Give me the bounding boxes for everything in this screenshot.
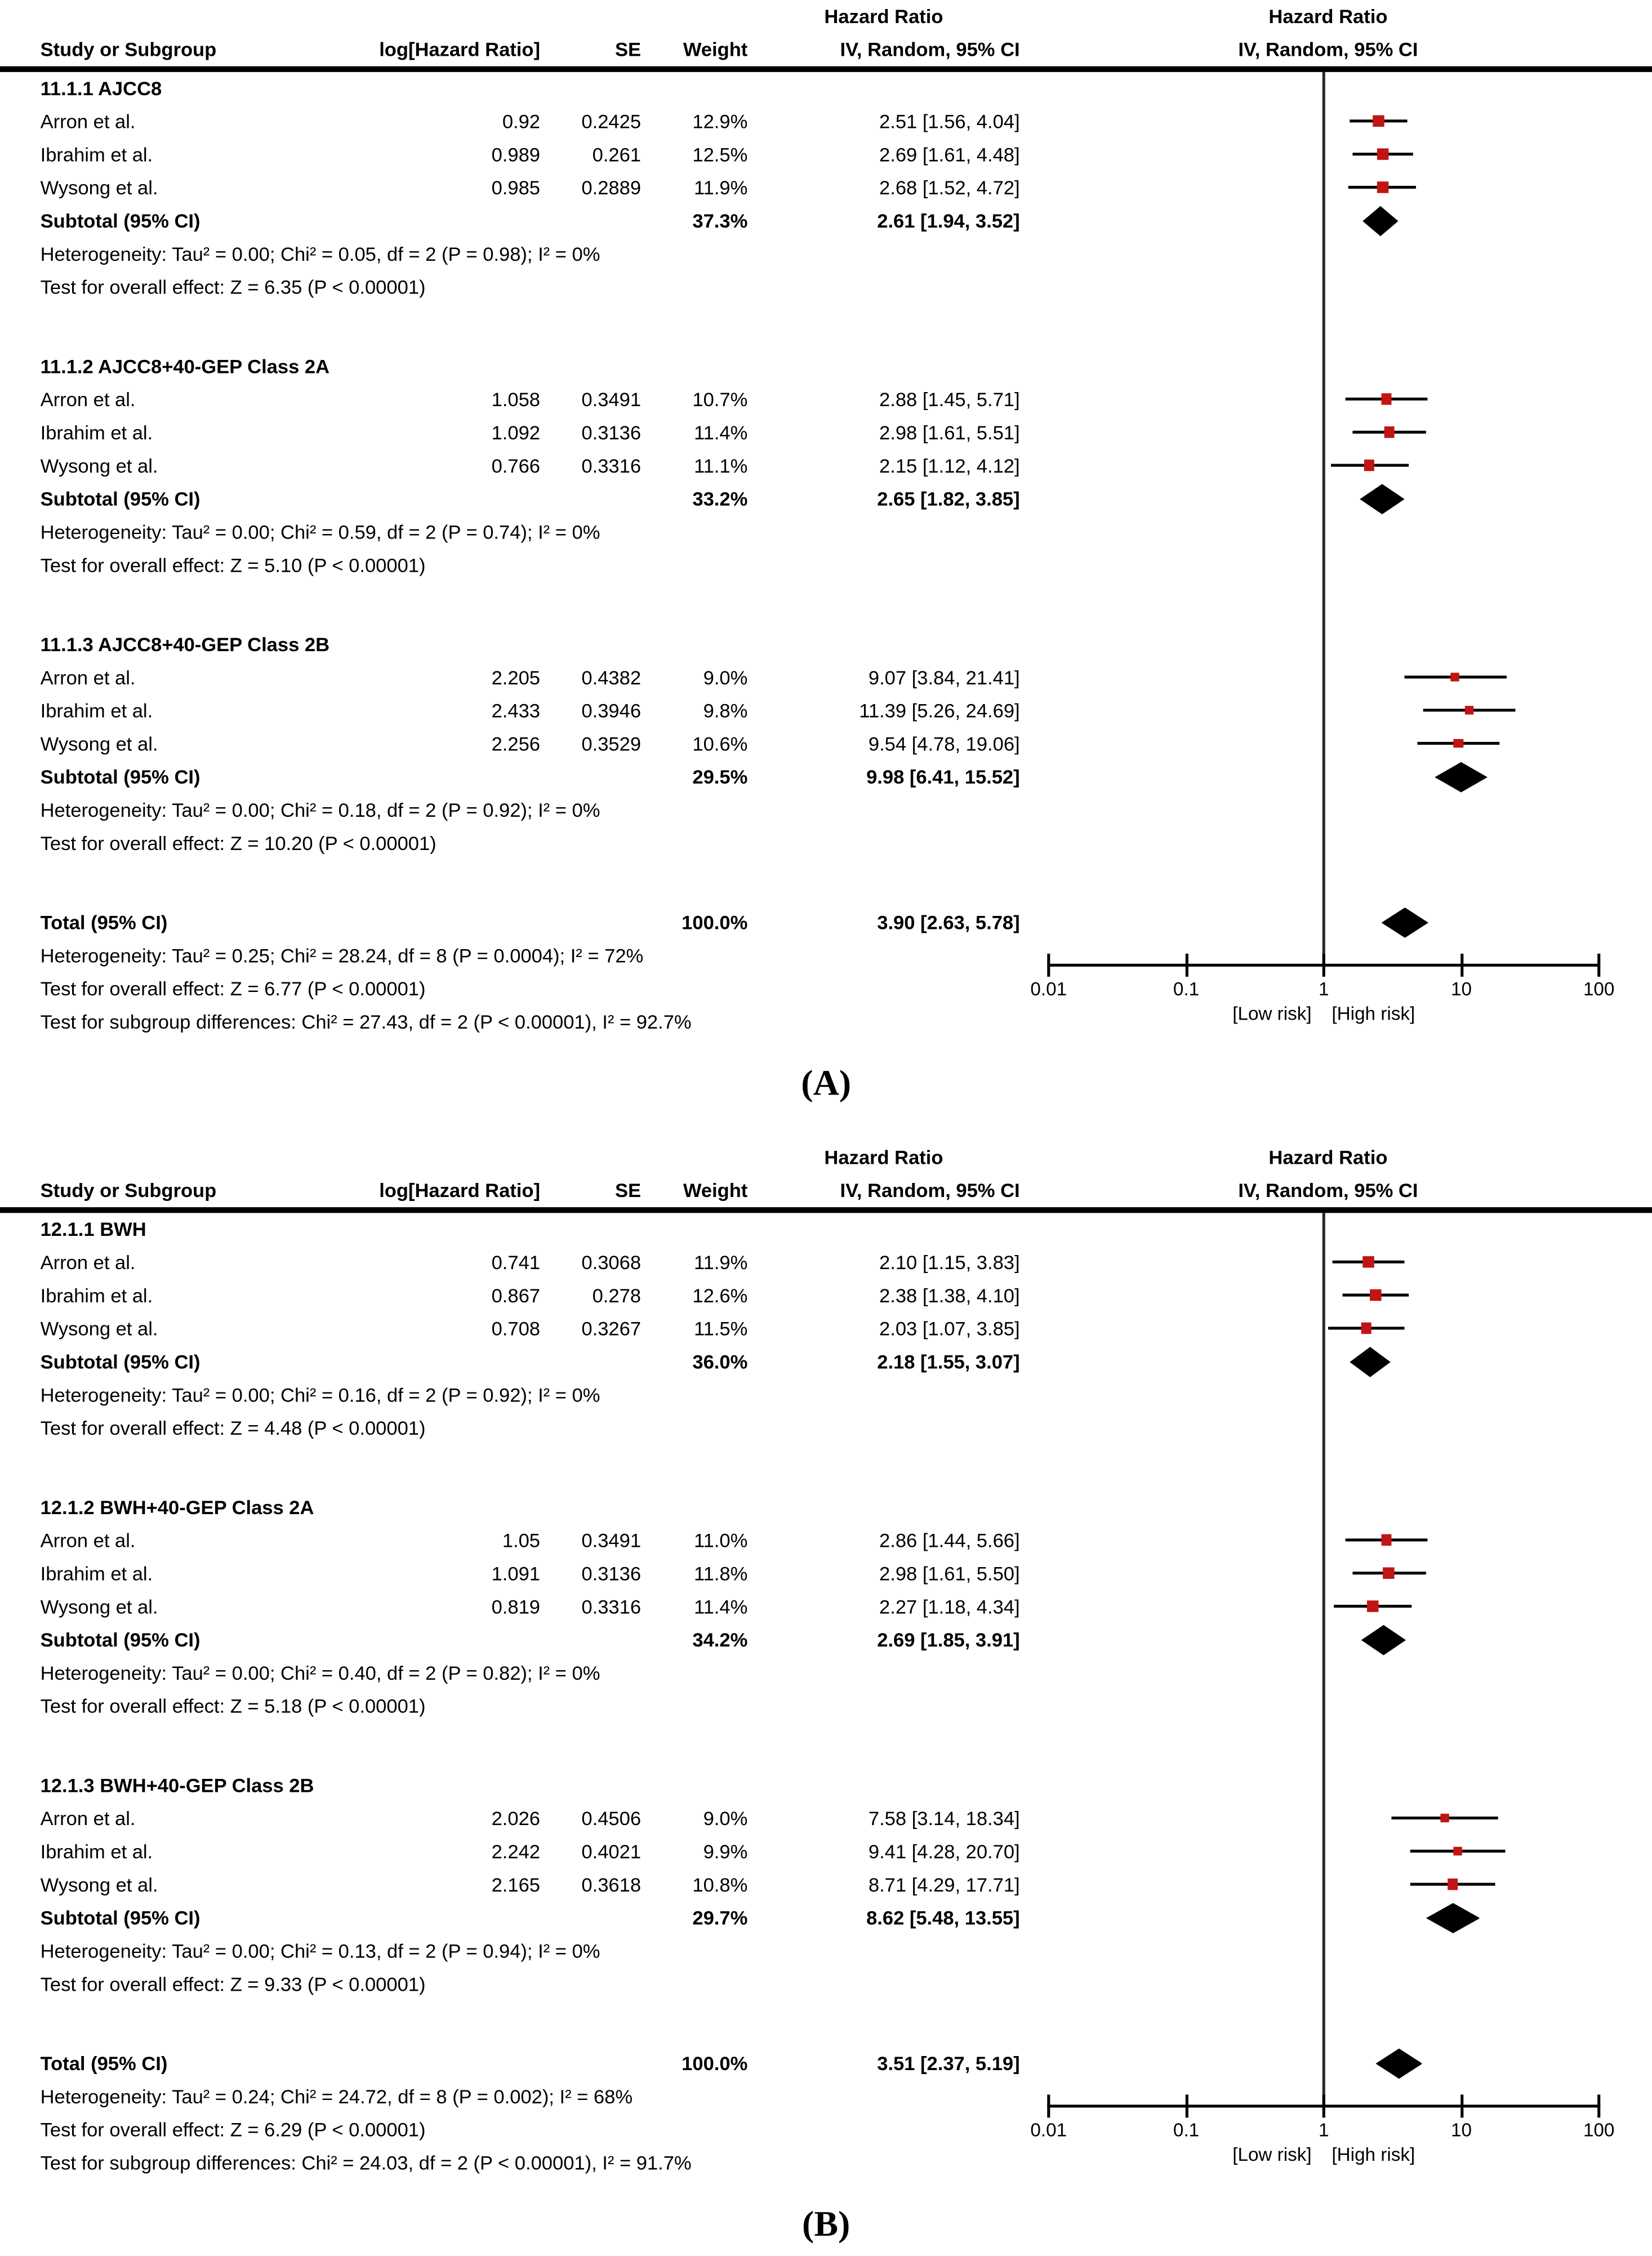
effect-square-marker xyxy=(1382,394,1392,404)
panel-caption: (A) xyxy=(801,1064,852,1103)
total-overall-effect-note: Test for overall effect: Z = 6.29 (P < 0.00001) xyxy=(40,2118,426,2141)
high-risk-label: [High risk] xyxy=(1332,2143,1415,2165)
subtotal-ci: 8.62 [5.48, 13.55] xyxy=(866,1906,1020,1929)
subtotal-se xyxy=(540,204,641,237)
study-loghr: 0.92 xyxy=(502,110,541,132)
subtotal-se xyxy=(540,482,641,515)
study-plot xyxy=(1023,1590,1633,1623)
subtotal-row xyxy=(0,1901,1652,1934)
study-study: Arron et al. xyxy=(40,1529,136,1551)
total-heterogeneity-note: Heterogeneity: Tau² = 0.24; Chi² = 24.72, df = 8 (P = 0.002); I² = 68% xyxy=(40,2085,633,2107)
subtotal-weight: 29.7% xyxy=(692,1906,748,1929)
total-overall-effect-note: Test for overall effect: Z = 6.77 (P < 0.00001) xyxy=(40,977,426,999)
total-weight: 100.0% xyxy=(682,911,748,933)
x-axis-tick xyxy=(1460,2094,1463,2117)
block-gap xyxy=(0,303,1652,349)
study-loghr: 2.205 xyxy=(491,666,541,688)
study-se: 0.3618 xyxy=(581,1873,642,1895)
study-ci: 9.41 [4.28, 20.70] xyxy=(868,1840,1020,1862)
x-axis-tick-label: 100 xyxy=(1583,2119,1615,2141)
study-loghr: 0.989 xyxy=(491,143,541,165)
x-axis-tick-label: 10 xyxy=(1450,978,1472,1000)
study-ci: 2.10 [1.15, 3.83] xyxy=(879,1251,1020,1273)
total-plot xyxy=(1023,905,1633,938)
total-loghr xyxy=(302,2046,540,2080)
study-study: Ibrahim et al. xyxy=(40,421,153,443)
x-axis-tick xyxy=(1047,954,1050,976)
x-axis-tick-label: 100 xyxy=(1583,978,1615,1000)
total-study: Total (95% CI) xyxy=(40,911,168,933)
header2-ci: IV, Random, 95% CI xyxy=(840,1180,1020,1202)
study-weight: 11.0% xyxy=(693,1529,748,1551)
effect-square-marker xyxy=(1453,1846,1463,1856)
subtotal-row xyxy=(0,1623,1652,1656)
subtotal-study: Subtotal (95% CI) xyxy=(40,766,201,787)
study-ci: 11.39 [5.26, 24.69] xyxy=(859,699,1020,721)
study-study: Wysong et al. xyxy=(40,1317,158,1340)
study-study: Arron et al. xyxy=(40,388,136,410)
study-ci: 7.58 [3.14, 18.34] xyxy=(868,1807,1020,1829)
total-se xyxy=(540,905,641,938)
study-row xyxy=(0,1801,1652,1835)
study-se: 0.3068 xyxy=(581,1251,642,1273)
subtotal-plot xyxy=(1023,1623,1633,1656)
effect-square-marker xyxy=(1377,181,1388,193)
subtotal-weight: 37.3% xyxy=(692,210,748,232)
effect-square-marker xyxy=(1451,673,1460,681)
study-study: Arron et al. xyxy=(40,1807,136,1829)
heterogeneity-note: Heterogeneity: Tau² = 0.00; Chi² = 0.05, df = 2 (P = 0.98); I² = 0% xyxy=(40,242,600,265)
study-se: 0.3316 xyxy=(581,454,642,477)
subgroup-title: 12.1.1 BWH xyxy=(40,1218,146,1240)
subtotal-loghr xyxy=(302,204,540,237)
header-rule xyxy=(0,1207,1652,1212)
subtotal-row xyxy=(0,760,1652,793)
header2-plot: IV, Random, 95% CI xyxy=(1238,1180,1418,1202)
study-study: Ibrahim et al. xyxy=(40,1284,153,1306)
study-loghr: 0.766 xyxy=(491,454,541,477)
x-axis-tick xyxy=(1597,954,1600,976)
subtotal-row xyxy=(0,204,1652,237)
study-loghr: 0.867 xyxy=(491,1284,541,1306)
study-ci: 9.07 [3.84, 21.41] xyxy=(868,666,1020,688)
effect-square-marker xyxy=(1361,1323,1372,1333)
subtotal-row xyxy=(0,1345,1652,1378)
plot-header-row-1 xyxy=(0,1141,1652,1174)
study-weight: 12.5% xyxy=(692,143,748,165)
study-se: 0.3267 xyxy=(581,1317,642,1340)
low-risk-label: [Low risk] xyxy=(1232,2143,1312,2165)
heterogeneity-note: Heterogeneity: Tau² = 0.00; Chi² = 0.40, df = 2 (P = 0.82); I² = 0% xyxy=(40,1661,600,1684)
subgroup-title: 11.1.1 AJCC8 xyxy=(40,77,162,99)
study-weight: 10.6% xyxy=(692,732,748,754)
x-axis-tick xyxy=(1047,2094,1050,2117)
subtotal-se xyxy=(540,1901,641,1934)
subtotal-ci: 2.65 [1.82, 3.85] xyxy=(877,487,1020,510)
header1-study xyxy=(0,1141,302,1174)
effect-square-marker xyxy=(1448,1879,1458,1889)
study-loghr: 1.092 xyxy=(491,421,541,443)
overall-effect-note: Test for overall effect: Z = 10.20 (P < 0.00001) xyxy=(40,831,437,854)
study-plot xyxy=(1023,1279,1633,1312)
x-axis-tick xyxy=(1323,954,1325,976)
study-se: 0.3491 xyxy=(581,1529,642,1551)
overall-effect-note: Test for overall effect: Z = 5.18 (P < 0.00001) xyxy=(40,1694,426,1717)
study-ci: 2.38 [1.38, 4.10] xyxy=(879,1284,1020,1306)
subtotal-plot xyxy=(1023,1345,1633,1378)
pooled-diamond-marker xyxy=(1382,907,1429,937)
total-row xyxy=(0,2046,1652,2080)
axis-direction-labels xyxy=(1049,1003,1599,1026)
study-row xyxy=(0,727,1652,760)
study-plot xyxy=(1023,1868,1633,1901)
study-row xyxy=(0,1312,1652,1345)
subtotal-plot xyxy=(1023,204,1633,237)
x-axis-tick xyxy=(1597,2094,1600,2117)
block-gap xyxy=(0,1444,1652,1490)
effect-square-marker xyxy=(1440,1814,1449,1822)
overall-effect-note: Test for overall effect: Z = 4.48 (P < 0.00001) xyxy=(40,1417,426,1439)
study-row xyxy=(0,1279,1652,1312)
x-axis-tick xyxy=(1323,2094,1325,2117)
total-loghr xyxy=(302,905,540,938)
study-loghr: 1.091 xyxy=(491,1562,541,1584)
study-ci: 2.15 [1.12, 4.12] xyxy=(879,454,1020,477)
header1-weight xyxy=(641,0,747,33)
study-row xyxy=(0,693,1652,727)
total-study: Total (95% CI) xyxy=(40,2052,168,2074)
subtotal-weight: 36.0% xyxy=(692,1350,748,1372)
study-ci: 2.03 [1.07, 3.85] xyxy=(879,1317,1020,1340)
header2-loghr: log[Hazard Ratio] xyxy=(379,1180,541,1202)
subtotal-loghr xyxy=(302,1623,540,1656)
study-plot xyxy=(1023,661,1633,694)
study-se: 0.261 xyxy=(592,143,642,165)
block-gap xyxy=(0,2000,1652,2046)
subtotal-weight: 29.5% xyxy=(692,766,748,787)
study-weight: 11.4% xyxy=(693,421,748,443)
study-plot xyxy=(1023,171,1633,204)
study-loghr: 0.708 xyxy=(491,1317,541,1340)
study-weight: 9.0% xyxy=(703,666,748,688)
header1-ci: Hazard Ratio xyxy=(824,6,943,28)
subtotal-ci: 2.18 [1.55, 3.07] xyxy=(877,1350,1020,1372)
study-weight: 10.8% xyxy=(692,1873,748,1895)
effect-square-marker xyxy=(1362,1256,1374,1267)
heterogeneity-note: Heterogeneity: Tau² = 0.00; Chi² = 0.13, df = 2 (P = 0.94); I² = 0% xyxy=(40,1939,600,1961)
subtotal-loghr xyxy=(302,1345,540,1378)
subtotal-plot xyxy=(1023,760,1633,793)
subtotal-loghr xyxy=(302,760,540,793)
overall-effect-note: Test for overall effect: Z = 9.33 (P < 0.00001) xyxy=(40,1973,426,1995)
study-ci: 2.51 [1.56, 4.04] xyxy=(879,110,1020,132)
study-loghr: 1.058 xyxy=(491,388,541,410)
header1-loghr xyxy=(302,0,540,33)
study-ci: 2.98 [1.61, 5.51] xyxy=(879,421,1020,443)
study-study: Wysong et al. xyxy=(40,176,158,198)
study-weight: 10.7% xyxy=(692,388,748,410)
header2-se: SE xyxy=(615,39,642,61)
pooled-diamond-marker xyxy=(1350,1346,1391,1377)
study-weight: 12.9% xyxy=(692,110,748,132)
study-row xyxy=(0,1245,1652,1279)
overall-effect-note: Test for overall effect: Z = 6.35 (P < 0.00001) xyxy=(40,275,426,298)
subtotal-weight: 33.2% xyxy=(692,487,748,510)
study-weight: 11.1% xyxy=(693,454,748,477)
pooled-diamond-marker xyxy=(1426,1902,1480,1933)
study-weight: 11.4% xyxy=(693,1595,748,1617)
subtotal-ci: 2.61 [1.94, 3.52] xyxy=(877,210,1020,232)
total-heterogeneity-note: Heterogeneity: Tau² = 0.25; Chi² = 28.24, df = 8 (P = 0.0004); I² = 72% xyxy=(40,944,644,966)
header2-ci: IV, Random, 95% CI xyxy=(840,39,1020,61)
study-ci: 2.69 [1.61, 4.48] xyxy=(879,143,1020,165)
study-ci: 2.98 [1.61, 5.50] xyxy=(879,1562,1020,1584)
study-ci: 8.71 [4.29, 17.71] xyxy=(868,1873,1020,1895)
pooled-diamond-marker xyxy=(1360,1624,1405,1654)
effect-square-marker xyxy=(1454,738,1464,749)
study-loghr: 0.741 xyxy=(491,1251,541,1273)
study-ci: 2.68 [1.52, 4.72] xyxy=(879,176,1020,198)
study-row xyxy=(0,1868,1652,1901)
study-weight: 9.9% xyxy=(703,1840,748,1862)
plot-header-row-2 xyxy=(0,1174,1652,1207)
study-plot xyxy=(1023,137,1633,171)
study-loghr: 1.05 xyxy=(502,1529,541,1551)
heterogeneity-note: Heterogeneity: Tau² = 0.00; Chi² = 0.18, df = 2 (P = 0.92); I² = 0% xyxy=(40,799,600,821)
subtotal-study: Subtotal (95% CI) xyxy=(40,1628,201,1650)
block-gap xyxy=(0,581,1652,628)
x-axis-tick xyxy=(1185,2094,1187,2117)
effect-square-marker xyxy=(1381,1535,1392,1546)
study-plot xyxy=(1023,1556,1633,1590)
total-plot xyxy=(1023,2046,1633,2080)
study-se: 0.278 xyxy=(592,1284,642,1306)
study-ci: 9.54 [4.78, 19.06] xyxy=(868,732,1020,754)
subtotal-study: Subtotal (95% CI) xyxy=(40,1906,201,1929)
x-axis-tick-label: 0.1 xyxy=(1173,2119,1200,2141)
header1-weight xyxy=(641,1141,747,1174)
study-row xyxy=(0,1835,1652,1868)
subtotal-loghr xyxy=(302,1901,540,1934)
study-ci: 2.88 [1.45, 5.71] xyxy=(879,388,1020,410)
study-row xyxy=(0,171,1652,204)
x-axis-tick-label: 1 xyxy=(1318,978,1329,1000)
subgroup-title: 12.1.2 BWH+40-GEP Class 2A xyxy=(40,1496,314,1518)
header1-se xyxy=(540,1141,641,1174)
effect-square-marker xyxy=(1383,1568,1395,1579)
total-row xyxy=(0,905,1652,938)
subtotal-plot xyxy=(1023,1901,1633,1934)
study-plot xyxy=(1023,104,1633,137)
subgroup-title: 11.1.2 AJCC8+40-GEP Class 2A xyxy=(40,355,330,377)
null-effect-line xyxy=(1323,72,1325,965)
study-ci: 2.86 [1.44, 5.66] xyxy=(879,1529,1020,1551)
overall-effect-note: Test for overall effect: Z = 5.10 (P < 0.00001) xyxy=(40,554,426,576)
effect-square-marker xyxy=(1464,706,1474,715)
study-plot xyxy=(1023,449,1633,482)
study-weight: 11.9% xyxy=(693,176,748,198)
total-ci: 3.90 [2.63, 5.78] xyxy=(877,911,1020,933)
study-loghr: 2.026 xyxy=(491,1807,541,1829)
subtotal-ci: 9.98 [6.41, 15.52] xyxy=(866,766,1020,787)
header1-plot: Hazard Ratio xyxy=(1268,1146,1388,1169)
study-se: 0.4506 xyxy=(581,1807,642,1829)
study-row xyxy=(0,382,1652,416)
heterogeneity-note: Heterogeneity: Tau² = 0.00; Chi² = 0.59, df = 2 (P = 0.74); I² = 0% xyxy=(40,520,600,542)
header2-weight: Weight xyxy=(683,39,748,61)
study-weight: 12.6% xyxy=(692,1284,748,1306)
study-plot xyxy=(1023,1312,1633,1345)
study-study: Arron et al. xyxy=(40,666,136,688)
subtotal-row xyxy=(0,482,1652,515)
heterogeneity-note: Heterogeneity: Tau² = 0.00; Chi² = 0.16, df = 2 (P = 0.92); I² = 0% xyxy=(40,1383,600,1405)
study-se: 0.4382 xyxy=(581,666,642,688)
header2-study: Study or Subgroup xyxy=(40,1180,217,1202)
header1-loghr xyxy=(302,1141,540,1174)
study-se: 0.3529 xyxy=(581,732,642,754)
x-axis-tick xyxy=(1185,954,1187,976)
study-row xyxy=(0,137,1652,171)
x-axis-tick-label: 10 xyxy=(1450,2119,1472,2141)
study-weight: 11.5% xyxy=(693,1317,748,1340)
plot-header-row-2 xyxy=(0,33,1652,66)
study-weight: 9.0% xyxy=(703,1807,748,1829)
subtotal-ci: 2.69 [1.85, 3.91] xyxy=(877,1628,1020,1650)
study-se: 0.3316 xyxy=(581,1595,642,1617)
study-loghr: 2.256 xyxy=(491,732,541,754)
block-gap xyxy=(0,1722,1652,1768)
study-study: Ibrahim et al. xyxy=(40,1840,153,1862)
study-plot xyxy=(1023,1245,1633,1279)
study-row xyxy=(0,1523,1652,1556)
study-row xyxy=(0,1556,1652,1590)
study-weight: 9.8% xyxy=(703,699,748,721)
study-plot xyxy=(1023,382,1633,416)
study-se: 0.3946 xyxy=(581,699,642,721)
study-loghr: 2.165 xyxy=(491,1873,541,1895)
header2-loghr: log[Hazard Ratio] xyxy=(379,39,541,61)
effect-square-marker xyxy=(1364,460,1375,471)
study-row xyxy=(0,104,1652,137)
total-weight: 100.0% xyxy=(682,2052,748,2074)
study-weight: 11.8% xyxy=(693,1562,748,1584)
study-study: Wysong et al. xyxy=(40,1873,158,1895)
study-plot xyxy=(1023,1801,1633,1835)
study-study: Arron et al. xyxy=(40,1251,136,1273)
x-axis-tick-label: 0.1 xyxy=(1173,978,1200,1000)
study-ci: 2.27 [1.18, 4.34] xyxy=(879,1595,1020,1617)
header1-ci: Hazard Ratio xyxy=(824,1146,943,1169)
axis-direction-labels xyxy=(1049,2143,1599,2166)
study-row xyxy=(0,661,1652,694)
plot-header-row-1 xyxy=(0,0,1652,33)
study-study: Ibrahim et al. xyxy=(40,699,153,721)
high-risk-label: [High risk] xyxy=(1332,1002,1415,1025)
study-plot xyxy=(1023,727,1633,760)
effect-square-marker xyxy=(1370,1289,1382,1301)
header-rule xyxy=(0,66,1652,72)
subtotal-se xyxy=(540,760,641,793)
study-se: 0.3136 xyxy=(581,421,642,443)
study-study: Wysong et al. xyxy=(40,454,158,477)
study-se: 0.2425 xyxy=(581,110,642,132)
effect-square-marker xyxy=(1368,1601,1378,1612)
panel-caption: (B) xyxy=(802,2205,851,2244)
study-plot xyxy=(1023,1523,1633,1556)
subtotal-loghr xyxy=(302,482,540,515)
study-plot xyxy=(1023,693,1633,727)
subtotal-study: Subtotal (95% CI) xyxy=(40,210,201,232)
pooled-diamond-marker xyxy=(1360,483,1404,514)
study-loghr: 0.819 xyxy=(491,1595,541,1617)
header2-se: SE xyxy=(615,1180,642,1202)
header2-plot: IV, Random, 95% CI xyxy=(1238,39,1418,61)
study-row xyxy=(0,1590,1652,1623)
x-axis-tick-label: 1 xyxy=(1318,2119,1329,2141)
subtotal-weight: 34.2% xyxy=(692,1628,748,1650)
study-study: Wysong et al. xyxy=(40,1595,158,1617)
study-study: Ibrahim et al. xyxy=(40,143,153,165)
low-risk-label: [Low risk] xyxy=(1232,1002,1312,1025)
study-se: 0.2889 xyxy=(581,176,642,198)
header1-plot: Hazard Ratio xyxy=(1268,6,1388,28)
pooled-diamond-marker xyxy=(1364,205,1399,235)
effect-square-marker xyxy=(1377,148,1389,160)
x-axis-tick-label: 0.01 xyxy=(1030,2119,1067,2141)
study-se: 0.3136 xyxy=(581,1562,642,1584)
pooled-diamond-marker xyxy=(1435,762,1488,792)
header1-se xyxy=(540,0,641,33)
study-se: 0.3491 xyxy=(581,388,642,410)
header2-weight: Weight xyxy=(683,1180,748,1202)
subgroup-title: 12.1.3 BWH+40-GEP Class 2B xyxy=(40,1774,314,1796)
subtotal-study: Subtotal (95% CI) xyxy=(40,487,201,510)
study-plot xyxy=(1023,1835,1633,1868)
total-se xyxy=(540,2046,641,2080)
study-study: Wysong et al. xyxy=(40,732,158,754)
study-se: 0.4021 xyxy=(581,1840,642,1862)
x-axis-tick xyxy=(1460,954,1463,976)
study-study: Ibrahim et al. xyxy=(40,1562,153,1584)
study-weight: 11.9% xyxy=(693,1251,748,1273)
effect-square-marker xyxy=(1383,427,1394,438)
header2-study: Study or Subgroup xyxy=(40,39,217,61)
effect-square-marker xyxy=(1373,115,1385,127)
study-plot xyxy=(1023,416,1633,449)
null-effect-line xyxy=(1323,1213,1325,2106)
study-row xyxy=(0,416,1652,449)
subtotal-study: Subtotal (95% CI) xyxy=(40,1350,201,1372)
study-loghr: 2.242 xyxy=(491,1840,541,1862)
header1-study xyxy=(0,0,302,33)
panel-b xyxy=(0,1141,1652,2255)
x-axis-tick-label: 0.01 xyxy=(1030,978,1067,1000)
study-loghr: 0.985 xyxy=(491,176,541,198)
study-loghr: 2.433 xyxy=(491,699,541,721)
subgroup-title: 11.1.3 AJCC8+40-GEP Class 2B xyxy=(40,633,330,655)
study-study: Arron et al. xyxy=(40,110,136,132)
block-gap xyxy=(0,859,1652,905)
subgroup-differences-note: Test for subgroup differences: Chi² = 24.03, df = 2 (P < 0.00001), I² = 91.7% xyxy=(40,2151,692,2173)
subtotal-se xyxy=(540,1623,641,1656)
pooled-diamond-marker xyxy=(1375,2048,1422,2078)
subtotal-se xyxy=(540,1345,641,1378)
subgroup-differences-note: Test for subgroup differences: Chi² = 27.43, df = 2 (P < 0.00001), I² = 92.7% xyxy=(40,1011,692,1033)
study-row xyxy=(0,449,1652,482)
total-ci: 3.51 [2.37, 5.19] xyxy=(877,2052,1020,2074)
subtotal-plot xyxy=(1023,482,1633,515)
